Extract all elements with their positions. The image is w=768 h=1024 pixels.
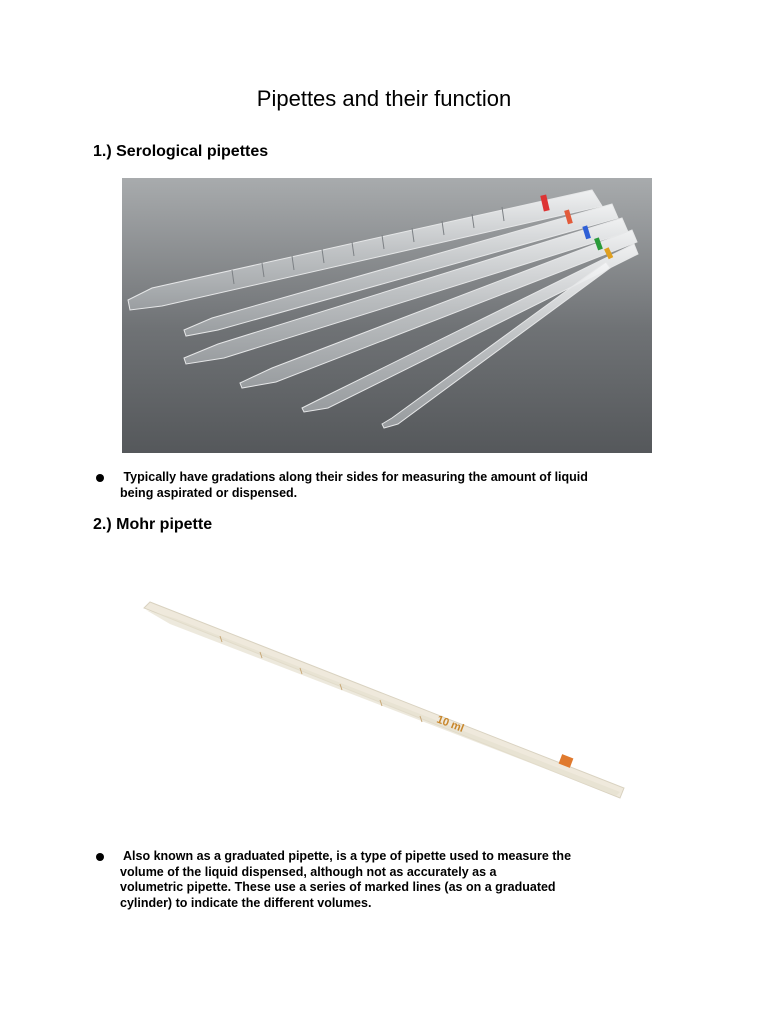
bullet-text-serological <box>120 470 588 501</box>
serological-pipettes-photo <box>122 178 652 453</box>
section-heading-serological: 1.) Serological pipettes <box>93 143 269 160</box>
page-title: Pipettes and their function <box>256 86 512 111</box>
bullet-line: cylinder) to indicate the different volumes. <box>120 895 372 910</box>
bullet-line: being aspirated or dispensed. <box>120 485 298 500</box>
bullet-line: volumetric pipette. These use a series of marked lines (as on a graduated <box>120 880 556 894</box>
section-heading-mohr: 2.) Mohr pipette <box>93 516 213 533</box>
pipette-volume-label: 10 ml <box>434 713 466 735</box>
mohr-pipette-photo <box>140 598 630 808</box>
bullet-text-mohr <box>120 849 571 911</box>
bullet-line: Also known as a graduated pipette, is a type of pipette used to measure the <box>120 849 572 863</box>
bullet-dot <box>96 474 104 482</box>
bullet-dot <box>96 853 104 861</box>
bullet-line: Typically have gradations along their sides for measuring the amount of liquid <box>120 470 588 484</box>
bullet-line: volume of the liquid dispensed, although not as accurately as a <box>120 864 497 879</box>
